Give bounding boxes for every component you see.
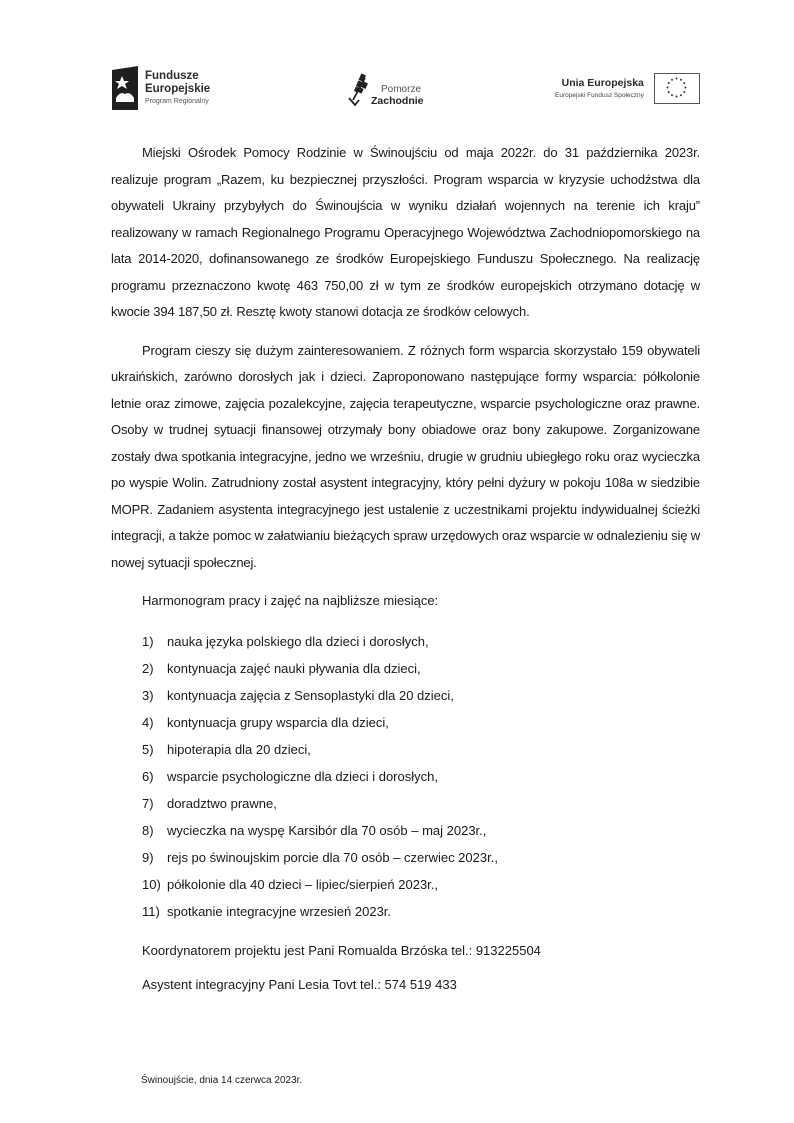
list-item-text: kontynuacja grupy wsparcia dla dzieci,: [167, 714, 389, 730]
list-item-number: 5): [142, 741, 154, 757]
list-item-text: doradztwo prawne,: [167, 795, 277, 811]
ue-line2: Europejski Fundusz Społeczny: [555, 91, 644, 99]
list-item-number: 2): [142, 660, 154, 676]
list-item: [142, 871, 700, 898]
header-logos: [0, 0, 794, 120]
document-body: [111, 140, 700, 999]
pz-line1: Pomorze: [381, 83, 422, 95]
list-item-text: wycieczka na wyspę Karsibór dla 70 osób – maj 2023r.,: [167, 822, 487, 838]
list-item: [142, 898, 700, 925]
list-item-number: 1): [142, 633, 154, 649]
list-item: [142, 790, 700, 817]
list-item-number: 8): [142, 822, 154, 838]
fe-line2: Europejskie: [145, 82, 211, 95]
list-item-number: 3): [142, 687, 154, 703]
fe-line3: Program Regionalny: [145, 98, 209, 105]
list-item-number: 4): [142, 714, 154, 730]
schedule-heading: Harmonogram pracy i zajęć na najbliższe miesiące:: [142, 593, 439, 608]
list-item: [142, 763, 700, 790]
fe-line1: Fundusze: [145, 70, 199, 82]
list-item-text: spotkanie integracyjne wrzesień 2023r.: [167, 903, 392, 919]
list-item-text: rejs po świnoujskim porcie dla 70 osób – czerwiec 2023r.,: [167, 849, 498, 865]
list-item-text: kontynuacja zajęć nauki pływania dla dzieci,: [167, 660, 421, 676]
assistant-contact: Asystent integracyjny Pani Lesia Tovt tel.: 574 519 433: [142, 977, 457, 992]
coordinator-contact: Koordynatorem projektu jest Pani Romualda Brzóska tel.: 913225504: [142, 942, 541, 958]
wheat-icon: [347, 72, 369, 106]
list-item-text: kontynuacja zajęcia z Sensoplastyki dla 20 dzieci,: [167, 687, 454, 703]
list-item-number: 7): [142, 795, 154, 811]
list-item: [142, 628, 700, 655]
list-item: [142, 817, 700, 844]
paragraph-program-interest: Program cieszy się dużym zainteresowaniem. Z różnych form wsparcia skorzystało 159 obywateli ukraińskich, zarówno dorosłych jak i dzieci. Zaproponowano następujące formy wsparcia: półkolonie letnie oraz zimowe, zajęcia pozalekcyjne, zajęcia terapeutyczne, wsparcie psychologiczne oraz prawne. Osoby w trudnej sytuacji finansowej otrzymały bony obiadowe oraz bony zakupowe. Zorganizowane zostały dwa spotkania integracyjne, jedno we wrześniu, drugie w grudniu ubiegłego roku oraz wycieczka po wyspie Wolin. Zatrudniony został asystent integracyjny, który pełni dyżury w pokoju 108a w siedzibie MOPR. Zadaniem asystenta integracyjnego jest ustalenie z uczestnikami projektu indywidualnej ścieżki integracji, a także pomoc w załatwianiu bieżących spraw urzędowych oraz wsparcie w odnalezieniu się w nowej sytuacji społecznej.: [111, 342, 700, 570]
list-item-number: 9): [142, 849, 154, 865]
unia-europejska-logo: [555, 73, 700, 104]
list-item-text: hipoterapia dla 20 dzieci,: [167, 741, 311, 757]
paragraph-intro: Miejski Ośrodek Pomocy Rodzinie w Świnoujściu od maja 2022r. do 31 października 2023r. realizuje program „Razem, ku bezpiecznej przyszłości. Program wsparcia w kryzysie uchodźstwa dla obywateli Ukrainy przybyłych do Świnoujścia w wyniku działań wojennych na terenie ich kraju” realizowany w ramach Regionalnego Programu Operacyjnego Województwa Zachodniopomorskiego na lata 2014-2020, dofinansowanego ze środków Europejskiego Funduszu Społecznego. Na realizację programu przeznaczono kwotę 463 750,00 zł w tym ze środków europejskich otrzymano dotację w kwocie 394 187,50 zł. Resztę kwoty stanowi dotacja ze środków celowych.: [111, 145, 700, 319]
schedule-list: [142, 628, 700, 925]
eu-flag-icon: [654, 73, 700, 104]
list-item: [142, 655, 700, 682]
list-item-text: nauka języka polskiego dla dzieci i dorosłych,: [167, 633, 429, 649]
place-date: Świnoujście, dnia 14 czerwca 2023r.: [141, 1075, 303, 1086]
list-item-number: 11): [142, 903, 160, 919]
ue-line1: Unia Europejska: [561, 77, 644, 89]
fundusze-europejskie-logo: [112, 66, 210, 110]
list-item: [142, 736, 700, 763]
list-item: [142, 682, 700, 709]
list-item-number: 6): [142, 768, 154, 784]
list-item-number: 10): [142, 876, 161, 892]
pz-line2: Zachodnie: [371, 94, 424, 107]
list-item-text: wsparcie psychologiczne dla dzieci i dorosłych,: [167, 768, 438, 784]
fe-flag-icon: [112, 66, 138, 110]
list-item: [142, 844, 700, 871]
list-item: [142, 709, 700, 736]
list-item-text: półkolonie dla 40 dzieci – lipiec/sierpień 2023r.,: [167, 876, 439, 892]
pomorze-zachodnie-logo: [347, 72, 424, 106]
